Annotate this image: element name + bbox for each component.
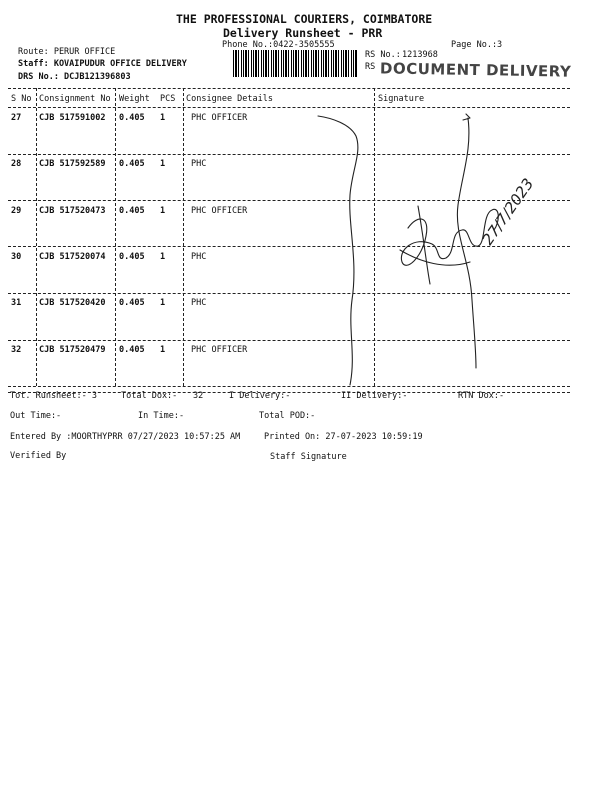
row-weight: 0.405	[119, 345, 145, 355]
row-consignee: PHC	[191, 159, 207, 169]
row-pcs: 1	[160, 252, 166, 262]
row-pcs: 1	[160, 159, 166, 169]
drs-number: DRS No.: DCJB121396803	[18, 72, 131, 82]
pen-stroke	[457, 114, 476, 368]
row-sno: 27	[11, 113, 22, 123]
row-consignment: CJB 517520420	[39, 298, 106, 308]
row-consignee: PHC OFFICER	[191, 113, 248, 123]
row-sno: 29	[11, 206, 22, 216]
total-runsheet: Tot. Runsheet:- 3	[10, 391, 97, 401]
row-sno: 31	[11, 298, 22, 308]
page-number: Page No.:3	[451, 40, 503, 50]
route: Route: PERUR OFFICE	[18, 47, 116, 57]
row-consignment: CJB 517520074	[39, 252, 106, 262]
row-sno: 30	[11, 252, 22, 262]
total-dox-label: Total Dox:-	[121, 391, 178, 401]
row-consignment: CJB 517520479	[39, 345, 106, 355]
row-weight: 0.405	[119, 252, 145, 262]
row-weight: 0.405	[119, 113, 145, 123]
rs-number-label: RS No.:	[365, 50, 401, 60]
column-header-pcs: PCS	[160, 94, 176, 104]
rtn-dox: RTN Dox:-	[458, 391, 505, 401]
entered-by: Entered By :MOORTHYPRR 07/27/2023 10:57:25 AM	[10, 432, 241, 442]
total-pod: Total POD:-	[259, 411, 316, 421]
row-weight: 0.405	[119, 159, 145, 169]
handwritten-date: 27/7/2023	[478, 174, 538, 249]
row-pcs: 1	[160, 113, 166, 123]
document-delivery-stamp: DOCUMENT DELIVERY	[379, 59, 572, 81]
column-header-consignment: Consignment No	[39, 94, 111, 104]
signature-stroke	[418, 206, 430, 284]
row-sno: 28	[11, 159, 22, 169]
column-header-consignee: Consignee Details	[186, 94, 273, 104]
ii-delivery: II Delivery:-	[341, 391, 408, 401]
verified-by: Verified By	[10, 451, 67, 461]
pen-stroke	[318, 116, 358, 385]
total-dox-value: 32	[193, 391, 204, 401]
row-consignment: CJB 517591002	[39, 113, 106, 123]
sheet-title: Delivery Runsheet - PRR	[223, 26, 383, 40]
row-weight: 0.405	[119, 298, 145, 308]
in-time: In Time:-	[138, 411, 185, 421]
column-header-sno: S No	[11, 94, 32, 104]
i-delivery: I Delivery:-	[229, 391, 291, 401]
row-consignee: PHC OFFICER	[191, 206, 248, 216]
row-consignment: CJB 517592589	[39, 159, 106, 169]
row-consignee: PHC	[191, 252, 207, 262]
row-sno: 32	[11, 345, 22, 355]
signature-stroke	[400, 250, 470, 265]
row-consignee: PHC	[191, 298, 207, 308]
printed-on: Printed On: 27-07-2023 10:59:19	[264, 432, 423, 442]
out-time: Out Time:-	[10, 411, 62, 421]
rs-label: RS	[365, 62, 376, 72]
row-pcs: 1	[160, 298, 166, 308]
row-pcs: 1	[160, 206, 166, 216]
column-header-weight: Weight	[119, 94, 150, 104]
staff-signature: Staff Signature	[270, 452, 347, 462]
row-consignee: PHC OFFICER	[191, 345, 248, 355]
row-weight: 0.405	[119, 206, 145, 216]
company-name: THE PROFESSIONAL COURIERS, COIMBATORE	[176, 12, 433, 26]
phone-number: Phone No.:0422-3505555	[222, 40, 335, 50]
column-header-signature: Signature	[378, 94, 425, 104]
row-pcs: 1	[160, 345, 166, 355]
rs-number: 1213968	[402, 50, 438, 60]
staff: Staff: KOVAIPUDUR OFFICE DELIVERY	[18, 59, 187, 69]
row-consignment: CJB 517520473	[39, 206, 106, 216]
